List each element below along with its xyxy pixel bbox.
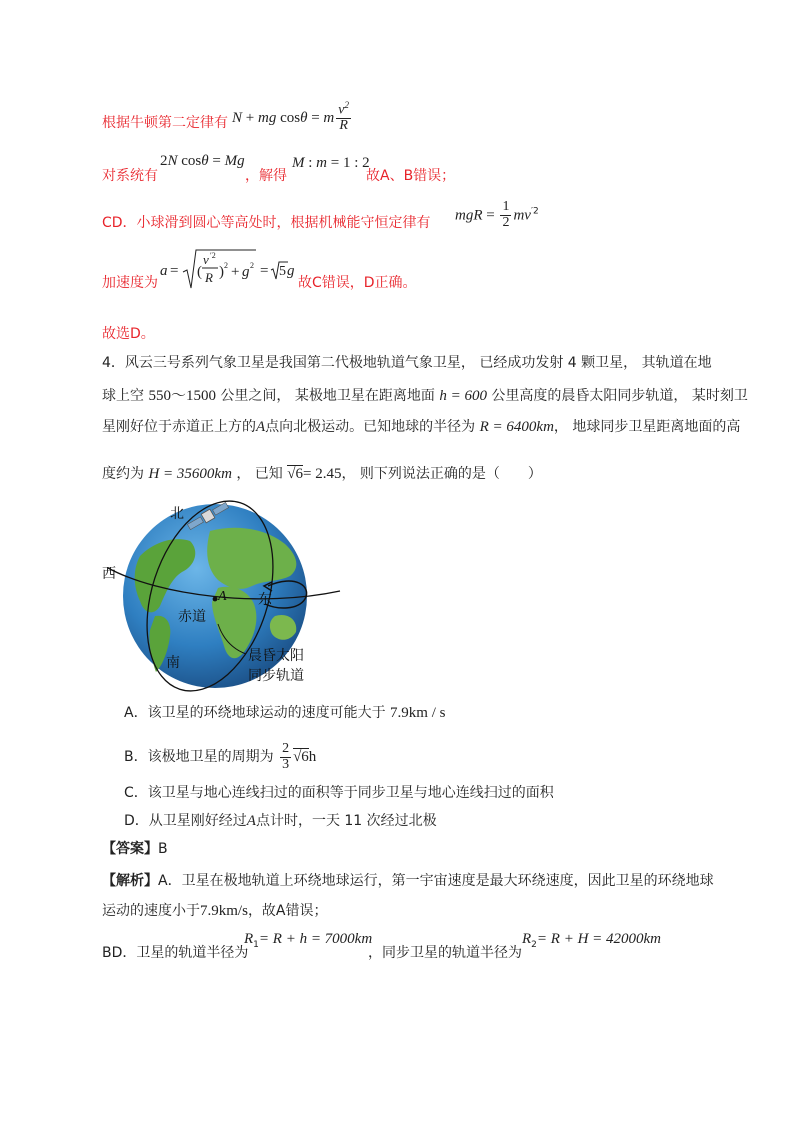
q2-text-a: 球上空: [102, 388, 144, 404]
south-label: 南: [166, 655, 180, 671]
formula-energy: mgR = $\frac{1}{2}$ $mv^{'2}$: [455, 199, 539, 230]
solve-text: ，解得: [245, 168, 287, 184]
q3-text-c: ， 地球同步卫星距离地面的高: [553, 419, 741, 435]
east-label: 东: [258, 592, 272, 608]
q4-text-a: 度约为: [102, 466, 144, 482]
formula-newton: N + mg cosθ = m $\frac{v^2}{R}$: [232, 100, 349, 134]
option-d-text-a: D．从卫星刚好经过: [124, 813, 247, 829]
analysis-label: 【解析】: [102, 873, 158, 889]
analysis-text-1: A．卫星在极地轨道上环绕地球运行，第一宇宙速度是最大环绕速度，因此卫星的环绕地球: [158, 873, 714, 889]
svg-text:g: g: [242, 264, 250, 280]
option-a: [124, 702, 445, 722]
svg-text:5: 5: [279, 264, 286, 279]
energy-line-text: CD．小球滑到圆心等高处时，根据机械能守恒定律有: [102, 215, 431, 231]
system-line-prefix: [102, 165, 158, 185]
earth-diagram: [100, 496, 360, 696]
formula-acceleration: [160, 246, 296, 296]
option-d: [124, 810, 437, 830]
svg-text:): ): [219, 264, 224, 280]
svg-text:+: +: [231, 264, 240, 280]
option-a-text: A．该卫星的环绕地球运动的速度可能大于: [124, 705, 386, 721]
option-d-point: A: [246, 813, 256, 829]
acceleration-formula-graphic: [160, 246, 296, 292]
q3-text-b: 点向北极运动。已知地球的半径为: [265, 419, 476, 435]
analysis-text-3a: BD．卫星的轨道半径为: [102, 945, 249, 961]
option-b-text: B．该极地卫星的周期为: [124, 749, 274, 766]
orbit-label-line2: 同步轨道: [248, 668, 304, 684]
q2-altitude-range: 550～1500: [148, 388, 216, 404]
system-text: 对系统有: [102, 168, 158, 184]
cd-conclusion: 故C错误，D正确。: [298, 275, 417, 291]
analysis-line-3: [102, 942, 248, 962]
q2-height: h = 600: [439, 388, 487, 404]
orbit-label-line1: 晨昏太阳: [248, 648, 304, 664]
answer-value: B: [158, 841, 168, 857]
option-d-text-b: 点计时，一天 11 次经过北极: [255, 813, 437, 829]
svg-text:a: a: [160, 263, 168, 279]
question-line-4: [102, 463, 542, 483]
ab-wrong-text: 故A、B错误；: [366, 168, 456, 184]
choose-d-text: 故选D。: [102, 326, 155, 342]
svg-text:2: 2: [224, 261, 228, 270]
west-label: 西: [102, 566, 116, 582]
newton-law-line: [102, 112, 228, 132]
q3-earth-radius: R = 6400km: [479, 419, 554, 435]
north-label: 北: [170, 506, 184, 522]
analysis-line-2: [102, 900, 328, 920]
svg-text:′2: ′2: [210, 251, 216, 260]
analysis-line-1: [102, 870, 714, 890]
earth-figure: [100, 496, 360, 696]
analysis-text-2b: ，故A错误；: [247, 903, 328, 919]
formula-r2: $R_2= R + H = 42000km$: [522, 931, 662, 951]
q4-sync-height: H = 35600km: [148, 466, 232, 482]
formula-r1: $R_1= R + h = 7000km$: [244, 931, 373, 951]
option-b: [124, 742, 316, 772]
svg-text:g: g: [287, 263, 295, 279]
acceleration-label: 加速度为: [102, 275, 158, 291]
option-a-speed: 7.9km / s: [390, 705, 446, 721]
q4-text-b: ， 已知: [236, 466, 283, 482]
svg-text:R: R: [205, 270, 213, 285]
q3-point-a: A: [256, 419, 266, 435]
svg-text:v: v: [203, 252, 209, 267]
svg-text:2: 2: [250, 261, 254, 270]
newton-law-text: 根据牛顿第二定律有: [102, 115, 228, 131]
question-line-1: 4．风云三号系列气象卫星是我国第二代极地轨道气象卫星， 已经成功发射 4 颗卫星， 其轨道在地: [102, 355, 712, 371]
analysis-text-3b: ，同步卫星的轨道半径为: [368, 945, 522, 961]
answer-line: [102, 838, 168, 858]
q3-text-a: 星刚好位于赤道正上方的: [102, 419, 256, 435]
answer-label: 【答案】: [102, 841, 158, 857]
q2-text-c: 公里高度的晨昏太阳同步轨道， 某时刻卫: [491, 388, 748, 404]
formula-system: 2N cosθ = Mg: [160, 153, 245, 169]
point-a-dot: [213, 597, 218, 602]
r2-value: = R + H = 42000km: [536, 931, 662, 947]
svg-text:=: =: [260, 263, 269, 279]
q4-sqrt6-value: = 2.45: [303, 466, 342, 482]
option-b-fraction: $\frac{2}{3}$: [282, 741, 290, 772]
svg-text:=: =: [170, 263, 179, 279]
question-line-3: [102, 416, 740, 436]
equator-label: 赤道: [178, 609, 206, 625]
option-c: C．该卫星与地心连线扫过的面积等于同步卫星与地心连线扫过的面积: [124, 785, 554, 801]
q2-text-b: 公里之间， 某极地卫星在距离地面: [220, 388, 435, 404]
question-line-2: [102, 384, 748, 405]
q4-text-c: ， 则下列说法正确的是（ ）: [341, 466, 542, 482]
formula-ratio: M : m = 1 : 2: [292, 155, 370, 171]
analysis-text-2a: 运动的速度小于: [102, 903, 200, 919]
option-b-sqrt: √6h: [293, 749, 317, 766]
r1-value: = R + h = 7000km: [258, 931, 373, 947]
analysis-speed: 7.9km/s: [200, 903, 248, 919]
point-a-label: A: [218, 589, 227, 604]
q4-sqrt6: √6: [287, 466, 303, 482]
svg-text:(: (: [197, 264, 202, 280]
